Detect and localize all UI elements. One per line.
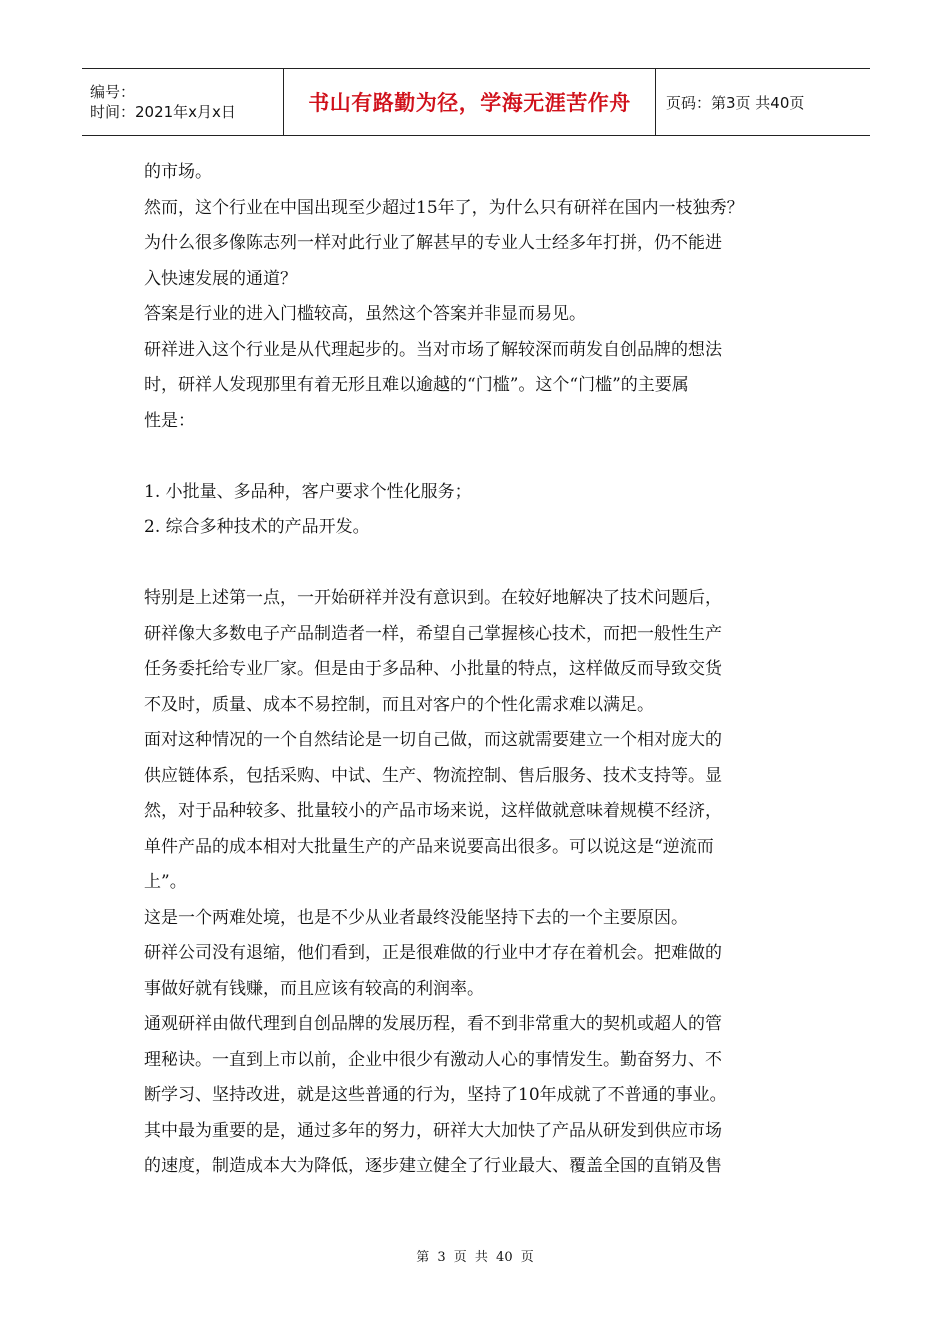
header-meta (82, 69, 284, 135)
body-line: 通观研祥由做代理到自创品牌的发展历程，看不到非常重大的契机或超人的管 (144, 1014, 722, 1034)
header-motto: 书山有路勤为径，学海无涯苦作舟 (284, 69, 656, 135)
body-line: 事做好就有钱赚，而且应该有较高的利润率。 (144, 978, 484, 999)
body-line: 研祥公司没有退缩，他们看到，正是很难做的行业中才存在着机会。把难做的 (144, 943, 722, 963)
header-page-code: 页码：第3页 共40页 (666, 93, 805, 112)
body-line: 答案是行业的进入门槛较高，虽然这个答案并非显而易见。 (144, 304, 586, 324)
list-item: 1. 小批量、多品种，客户要求个性化服务； (144, 481, 472, 502)
body-line: 为什么很多像陈志列一样对此行业了解甚早的专业人士经多年打拼，仍不能进 (144, 233, 722, 253)
body-line: 入快速发展的通道？ (144, 268, 297, 289)
body-line: 不及时，质量、成本不易控制，而且对客户的个性化需求难以满足。 (144, 694, 654, 715)
body-line: 时，研祥人发现那里有着无形且难以逾越的“门槛”。这个“门槛”的主要属 (144, 375, 689, 395)
body-line: 上”。 (144, 872, 187, 892)
document-date-label: 时间：2021年x月x日 (90, 103, 236, 121)
page-header (82, 68, 870, 136)
page-footer: 第 3 页 共 40 页 (416, 1250, 534, 1265)
body-line: 研祥像大多数电子产品制造者一样，希望自己掌握核心技术，而把一般性生产 (144, 623, 722, 644)
paragraph-gap (144, 546, 809, 582)
body-line: 的市场。 (144, 162, 212, 182)
body-line: 这是一个两难处境，也是不少从业者最终没能坚持下去的一个主要原因。 (144, 907, 688, 928)
document-number-label: 编号： (90, 83, 136, 101)
body-line: 然而，这个行业在中国出现至少超过15年了，为什么只有研祥在国内一枝独秀？ (144, 197, 744, 218)
body-line: 特别是上述第一点，一开始研祥并没有意识到。在较好地解决了技术问题后， (144, 588, 722, 608)
document-body (144, 155, 809, 1185)
body-line: 任务委托给专业厂家。但是由于多品种、小批量的特点，这样做反而导致交货 (144, 659, 722, 679)
body-line: 的速度，制造成本大为降低，逐步建立健全了行业最大、覆盖全国的直销及售 (144, 1156, 722, 1176)
body-line: 然，对于品种较多、批量较小的产品市场来说，这样做就意味着规模不经济， (144, 801, 722, 821)
body-line: 研祥进入这个行业是从代理起步的。当对市场了解较深而萌发自创品牌的想法 (144, 339, 722, 360)
body-line: 理秘诀。一直到上市以前，企业中很少有激动人心的事情发生。勤奋努力、不 (144, 1049, 722, 1070)
list-item: 2. 综合多种技术的产品开发。 (144, 517, 370, 537)
body-line: 单件产品的成本相对大批量生产的产品来说要高出很多。可以说这是“逆流而 (144, 836, 714, 857)
body-line: 断学习、坚持改进，就是这些普通的行为，坚持了10年成就了不普通的事业。 (144, 1085, 727, 1105)
body-line: 供应链体系，包括采购、中试、生产、物流控制、售后服务、技术支持等。显 (144, 765, 722, 786)
paragraph-gap (144, 439, 809, 475)
body-line: 性是： (144, 410, 195, 431)
body-line: 其中最为重要的是，通过多年的努力，研祥大大加快了产品从研发到供应市场 (144, 1120, 722, 1141)
body-line: 面对这种情况的一个自然结论是一切自己做，而这就需要建立一个相对庞大的 (144, 730, 722, 750)
